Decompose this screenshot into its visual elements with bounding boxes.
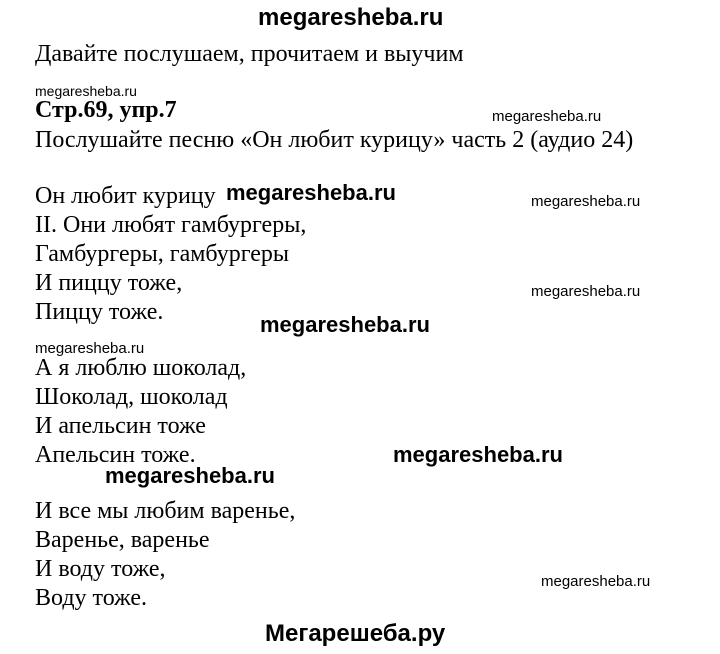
watermark-6: megaresheba.ru <box>260 312 430 337</box>
watermark-9: megaresheba.ru <box>105 463 275 488</box>
stanza1-line-3: Гамбургеры, гамбургеры <box>35 241 290 267</box>
stanza3-line-2: Варенье, варенье <box>35 527 210 553</box>
watermark-top: megaresheba.ru <box>258 4 444 31</box>
stanza1-line-5: Пиццу тоже. <box>35 299 164 325</box>
watermark-4: megaresheba.ru <box>531 193 641 210</box>
watermark-10: megaresheba.ru <box>541 573 651 590</box>
stanza1-line-2: II. Они любят гамбургеры, <box>35 212 307 238</box>
stanza2-line-1: А я люблю шоколад, <box>35 355 247 381</box>
watermark-bottom: Мегарешеба.ру <box>265 620 446 647</box>
instruction-line: Послушайте песню «Он любит курицу» часть 2 (аудио 24) <box>35 127 634 153</box>
stanza3-line-3: И воду тоже, <box>35 556 166 582</box>
exercise-title: Стр.69, упр.7 <box>35 97 177 123</box>
stanza1-line-1: Он любит курицу <box>35 183 216 209</box>
stanza1-line-4: И пиццу тоже, <box>35 270 183 296</box>
watermark-1: megaresheba.ru <box>35 83 137 99</box>
stanza3-line-1: И все мы любим варенье, <box>35 498 296 524</box>
watermark-8: megaresheba.ru <box>393 442 563 467</box>
watermark-2: megaresheba.ru <box>492 108 602 125</box>
intro-line: Давайте послушаем, прочитаем и выучим <box>35 41 464 67</box>
watermark-7: megaresheba.ru <box>35 340 145 357</box>
stanza3-line-4: Воду тоже. <box>35 585 148 611</box>
watermark-5: megaresheba.ru <box>531 283 641 300</box>
stanza2-line-2: Шоколад, шоколад <box>35 384 228 410</box>
watermark-3: megaresheba.ru <box>226 180 396 205</box>
stanza2-line-4: Апельсин тоже. <box>35 442 196 468</box>
stanza2-line-3: И апельсин тоже <box>35 413 206 439</box>
